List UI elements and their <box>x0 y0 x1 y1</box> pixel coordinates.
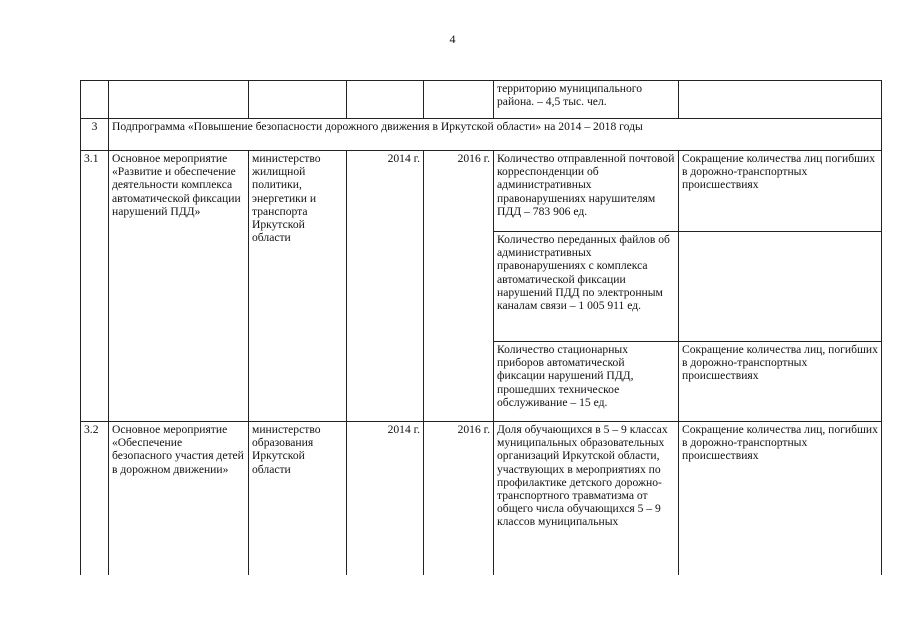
num-cell <box>81 81 109 119</box>
result-cell <box>679 232 882 342</box>
executor-cell: министерство образования Иркутской области <box>249 422 347 576</box>
page-number: 4 <box>449 32 456 46</box>
name-cell: Основное мероприятие «Развитие и обеспечение деятельности комплекса автоматической фиксации нарушений ПДД» <box>109 151 249 422</box>
program-table <box>80 80 882 575</box>
result-cell: Сокращение количества лиц погибших в дорожно-транспортных происшествиях <box>679 151 882 232</box>
table-row <box>81 422 882 576</box>
result-cell <box>679 81 882 119</box>
end-cell: 2016 г. <box>424 422 494 576</box>
start-cell <box>347 81 424 119</box>
name-cell: Основное мероприятие «Обеспечение безопасного участия детей в дорожном движении» <box>109 422 249 576</box>
result-cell: Сокращение количества лиц, погибших в дорожно-транспортных происшествиях <box>679 342 882 422</box>
executor-cell <box>249 81 347 119</box>
end-cell <box>424 81 494 119</box>
table-row <box>81 151 882 232</box>
indicator-cell: Доля обучающихся в 5 – 9 классах муниципальных образовательных организаций Иркутской области, участвующих в мероприятиях по профилактике детского дорожно-транспортного травматизма от общего числа обучающихся 5 – 9 классов муниципальных <box>494 422 679 576</box>
result-cell: Сокращение количества лиц, погибших в дорожно-транспортных происшествиях <box>679 422 882 576</box>
num-cell: 3.2 <box>81 422 109 576</box>
subprogram-num: 3 <box>81 119 109 151</box>
name-cell <box>109 81 249 119</box>
indicator-cell: Количество отправленной почтовой корреспонденции об административных правонарушениях нарушителям ПДД – 783 906 ед. <box>494 151 679 232</box>
subprogram-row <box>81 119 882 151</box>
executor-cell: министерство жилищной политики, энергетики и транспорта Иркутской области <box>249 151 347 422</box>
start-cell: 2014 г. <box>347 151 424 422</box>
start-cell: 2014 г. <box>347 422 424 576</box>
indicator-cell: Количество переданных файлов об административных правонарушениях с комплекса автоматической фиксации нарушений ПДД по электронным каналам связи – 1 005 911 ед. <box>494 232 679 342</box>
end-cell: 2016 г. <box>424 151 494 422</box>
indicator-cell: территорию муниципального района. – 4,5 тыс. чел. <box>494 81 679 119</box>
indicator-cell: Количество стационарных приборов автоматической фиксации нарушений ПДД, прошедших техническое обслуживание – 15 ед. <box>494 342 679 422</box>
subprogram-title: Подпрограмма «Повышение безопасности дорожного движения в Иркутской области» на 2014 – 2018 годы <box>109 119 882 151</box>
table-row <box>81 81 882 119</box>
num-cell: 3.1 <box>81 151 109 422</box>
